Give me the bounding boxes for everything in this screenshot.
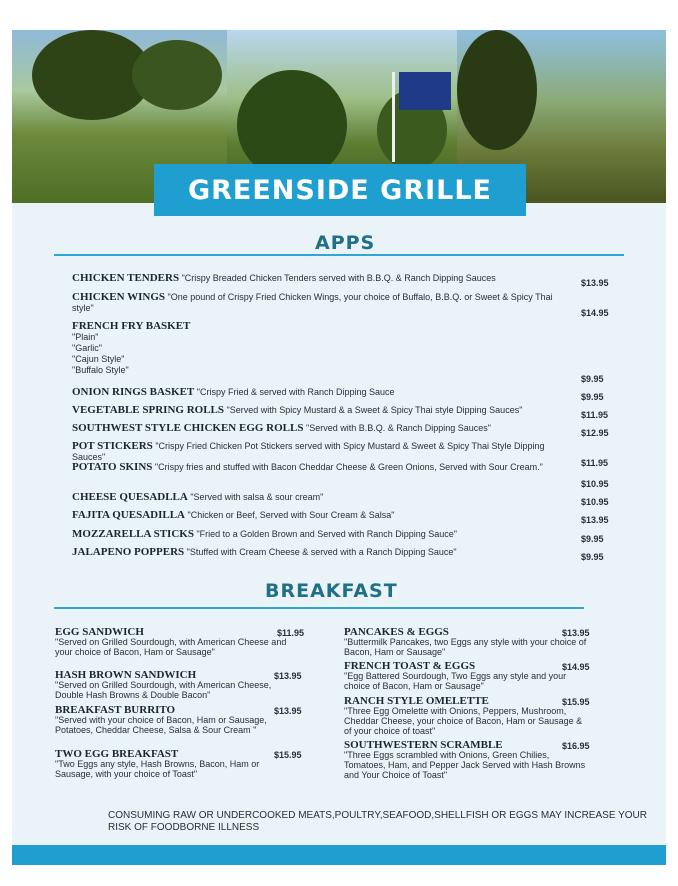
restaurant-title: GREENSIDE GRILLE (187, 174, 493, 206)
item-price: $13.95 (274, 706, 302, 716)
menu-item: MOZZARELLA STICKS "Fried to a Golden Brown and Served with Ranch Dipping Sauce" (72, 528, 458, 540)
item-price: $14.95 (581, 308, 609, 318)
menu-item: FRENCH FRY BASKET "Plain" "Garlic" "Cajun Style" "Buffalo Style" (72, 320, 191, 375)
food-safety-notice: CONSUMING RAW OR UNDERCOOKED MEATS,POULTRY,SEAFOOD,SHELLFISH OR EGGS MAY INCREASE YOUR RISK OF FOODBORNE ILLNESS (108, 810, 647, 833)
item-price: $13.95 (274, 671, 302, 681)
menu-item: CHEESE QUESADLLA "Served with salsa & sour cream" (72, 491, 324, 503)
menu-page (12, 30, 666, 865)
item-price: $9.95 (581, 374, 604, 384)
menu-item: VEGETABLE SPRING ROLLS "Served with Spicy Mustard & a Sweet & Spicy Thai style Dipping Sauces" (72, 404, 523, 416)
breakfast-item: PANCAKES & EGGS "Buttermilk Pancakes, two Eggs any style with your choice of Bacon, Ham or Sausage" (344, 626, 587, 657)
apps-heading: APPS (315, 232, 376, 254)
footer-bar (12, 845, 666, 865)
item-price: $11.95 (581, 410, 609, 420)
menu-item: CHICKEN TENDERS "Crispy Breaded Chicken Tenders served with B.B.Q. & Ranch Dipping Sauces (72, 272, 496, 284)
apps-divider (54, 254, 624, 256)
menu-item: SOUTHWEST STYLE CHICKEN EGG ROLLS "Served with B.B.Q. & Ranch Dipping Sauces" (72, 422, 491, 434)
item-price: $10.95 (581, 479, 609, 489)
item-price: $16.95 (562, 741, 590, 751)
breakfast-item: HASH BROWN SANDWICH "Served on Grilled Sourdough, with American Cheese, Double Hash Browns & Double Bacon" (55, 669, 272, 700)
menu-item: POT STICKERS "Crispy Fried Chicken Pot Stickers served with Spicy Mustard & Sweet & Spicy Thai Style Dipping Sauces" (72, 440, 545, 462)
item-price: $11.95 (277, 628, 305, 638)
item-price: $15.95 (274, 750, 302, 760)
menu-item: ONION RINGS BASKET "Crispy Fried & served with Ranch Dipping Sauce (72, 386, 395, 398)
breakfast-item: TWO EGG BREAKFAST "Two Eggs any style, Hash Browns, Bacon, Ham or Sausage, with your choice of Toast" (55, 748, 260, 779)
breakfast-divider (54, 607, 584, 609)
item-price: $12.95 (581, 428, 609, 438)
restaurant-title-box (154, 164, 526, 216)
breakfast-heading: BREAKFAST (265, 580, 398, 602)
item-price: $10.95 (581, 497, 609, 507)
item-price: $13.95 (562, 628, 590, 638)
item-price: $9.95 (581, 392, 604, 402)
breakfast-item: BREAKFAST BURRITO "Served with your choice of Bacon, Ham or Sausage, Potatoes, Cheddar Cheese, Salsa & Sour Cream " (55, 704, 267, 735)
item-price: $14.95 (562, 662, 590, 672)
item-price: $13.95 (581, 278, 609, 288)
menu-item: CHICKEN WINGS "One pound of Crispy Fried Chicken Wings, your choice of Buffalo, B.B.Q. or Sweet & Spicy Thai style" (72, 291, 553, 313)
item-price: $15.95 (562, 697, 590, 707)
item-price: $13.95 (581, 515, 609, 525)
breakfast-item: FRENCH TOAST & EGGS "Egg Battered Sourdough, Two Eggs any style and your choice of Bacon, Ham or Sausage" (344, 660, 567, 691)
breakfast-item: EGG SANDWICH "Served on Grilled Sourdough, with American Cheese and your choice of Bacon, Ham or Sausage" (55, 626, 287, 657)
item-price: $9.95 (581, 534, 604, 544)
item-price: $11.95 (581, 458, 609, 468)
breakfast-item: SOUTHWESTERN SCRAMBLE "Three Eggs scrambled with Onions, Green Chilies, Tomatoes, Ham, and Pepper Jack Served with Hash Browns and Your Choice of Toast" (344, 739, 586, 780)
item-price: $9.95 (581, 552, 604, 562)
breakfast-item: RANCH STYLE OMELETTE "Three Egg Omelette with Onions, Peppers, Mushroom, Cheddar Cheese, your choice of Bacon, Ham or Sausage & of your choice of toast" (344, 695, 583, 736)
menu-item: POTATO SKINS "Crispy fries and stuffed with Bacon Cheddar Cheese & Green Onions, Served with Sour Cream." (72, 461, 543, 473)
golf-flag-icon (399, 72, 451, 110)
menu-item: JALAPENO POPPERS "Stuffed with Cream Cheese & served with a Ranch Dipping Sauce" (72, 546, 457, 558)
menu-item: FAJITA QUESADILLA "Chicken or Beef, Served with Sour Cream & Salsa" (72, 509, 395, 521)
